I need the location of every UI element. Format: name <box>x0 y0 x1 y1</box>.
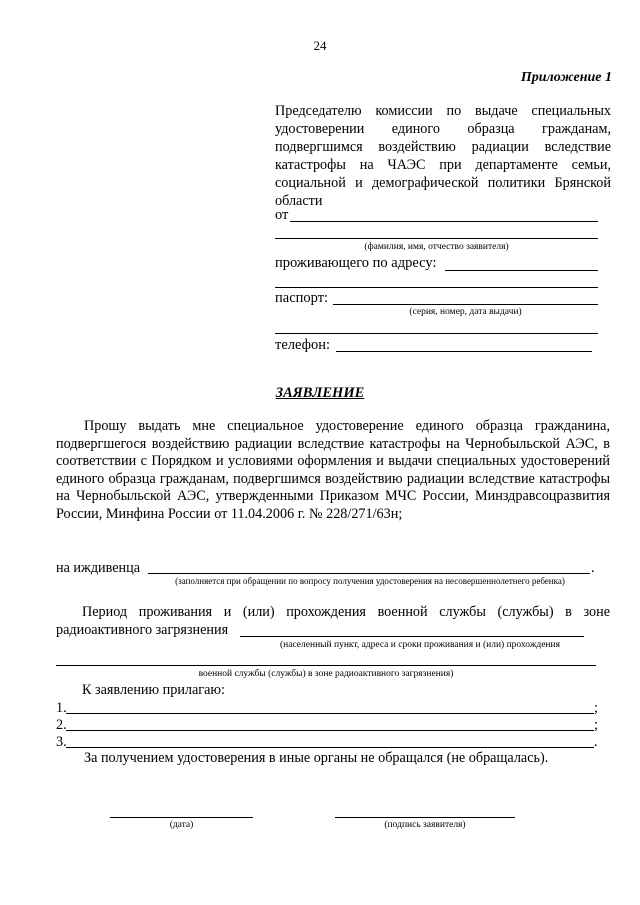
attachment-end: ; <box>594 700 598 716</box>
phone-label: телефон: <box>275 337 331 353</box>
address-label: проживающего по адресу: <box>275 255 437 271</box>
attach-label: К заявлению прилагаю: <box>82 682 225 698</box>
passport-field-2[interactable] <box>275 333 598 334</box>
paragraph-text: Прошу выдать мне специальное удостоверение единого образца гражданина, подвергшегося воздействию радиации вследствие катастрофы на Чернобыльской АЭС, в соответствии с Порядком и условиями оформления и выдачи специальных удостоверений единого образца гражданам, подвергшимся воздействию радиации вследствие катастрофы на Чернобыльской АЭС, утвержденными Приказом МЧС России, Минздравсоцразвития России, Минфина России от 11.04.2006 г. № 228/271/63н; <box>56 418 610 522</box>
period-line-1: Период проживания и (или) прохождения военной службы (службы) в зоне <box>82 604 610 620</box>
addressee-line: социальной и демографической политики Брянской <box>275 175 611 191</box>
addressee-line: Председателю комиссии по выдаче специальных <box>275 103 611 119</box>
period-field[interactable] <box>240 636 584 637</box>
period-hint-1: (населенный пункт, адреса и сроки проживания и (или) прохождения <box>280 640 560 650</box>
document-title: ЗАЯВЛЕНИЕ <box>275 385 365 401</box>
signature-field[interactable] <box>335 817 515 818</box>
dependent-hint: (заполняется при обращении по вопросу получения удостоверения на несовершеннолетнего ребенка) <box>175 576 565 586</box>
from-field[interactable] <box>290 221 598 222</box>
application-paragraph <box>56 418 610 524</box>
attachment-number: 3. <box>56 734 67 750</box>
attachment-field[interactable] <box>66 747 594 748</box>
page-number: 24 <box>313 38 327 53</box>
address-field-2[interactable] <box>275 287 598 288</box>
attachment-number: 1. <box>56 700 67 716</box>
attachment-field[interactable] <box>66 713 594 714</box>
date-field[interactable] <box>110 817 253 818</box>
addressee-line: удостоверении единого образца гражданам, <box>275 121 611 137</box>
appendix-label: Приложение 1 <box>520 70 612 85</box>
dependent-end: . <box>591 560 595 576</box>
signature-hint: (подпись заявителя) <box>384 820 466 830</box>
passport-label: паспорт: <box>275 290 329 306</box>
not-applied-statement: За получением удостоверения в иные органы не обращался (не обращалась). <box>84 750 549 766</box>
dependent-label: на иждивенца <box>56 560 141 576</box>
date-hint: (дата) <box>169 820 194 830</box>
addressee-line: катастрофы на ЧАЭС при департаменте семьи, <box>275 157 611 173</box>
period-hint-2: военной службы (службы) в зоне радиоактивного загрязнения) <box>198 669 454 679</box>
addressee-line: подвергшимся воздействию радиации вследствие <box>275 139 611 155</box>
phone-field[interactable] <box>336 351 592 352</box>
attachment-number: 2. <box>56 717 67 733</box>
attachment-end: ; <box>594 717 598 733</box>
period-line-2: радиоактивного загрязнения <box>56 622 229 638</box>
addressee-line: области <box>275 193 323 209</box>
from-label: от <box>275 207 289 223</box>
addressee-block <box>275 102 611 210</box>
attachment-field[interactable] <box>66 730 594 731</box>
attachment-end: . <box>594 734 598 750</box>
name-hint: (фамилия, имя, отчество заявителя) <box>364 242 509 252</box>
name-field[interactable] <box>275 238 598 239</box>
dependent-field[interactable] <box>148 573 590 574</box>
passport-field[interactable] <box>333 304 598 305</box>
address-field[interactable] <box>445 270 598 271</box>
passport-hint: (серия, номер, дата выдачи) <box>409 307 522 317</box>
period-field-2[interactable] <box>56 665 596 666</box>
